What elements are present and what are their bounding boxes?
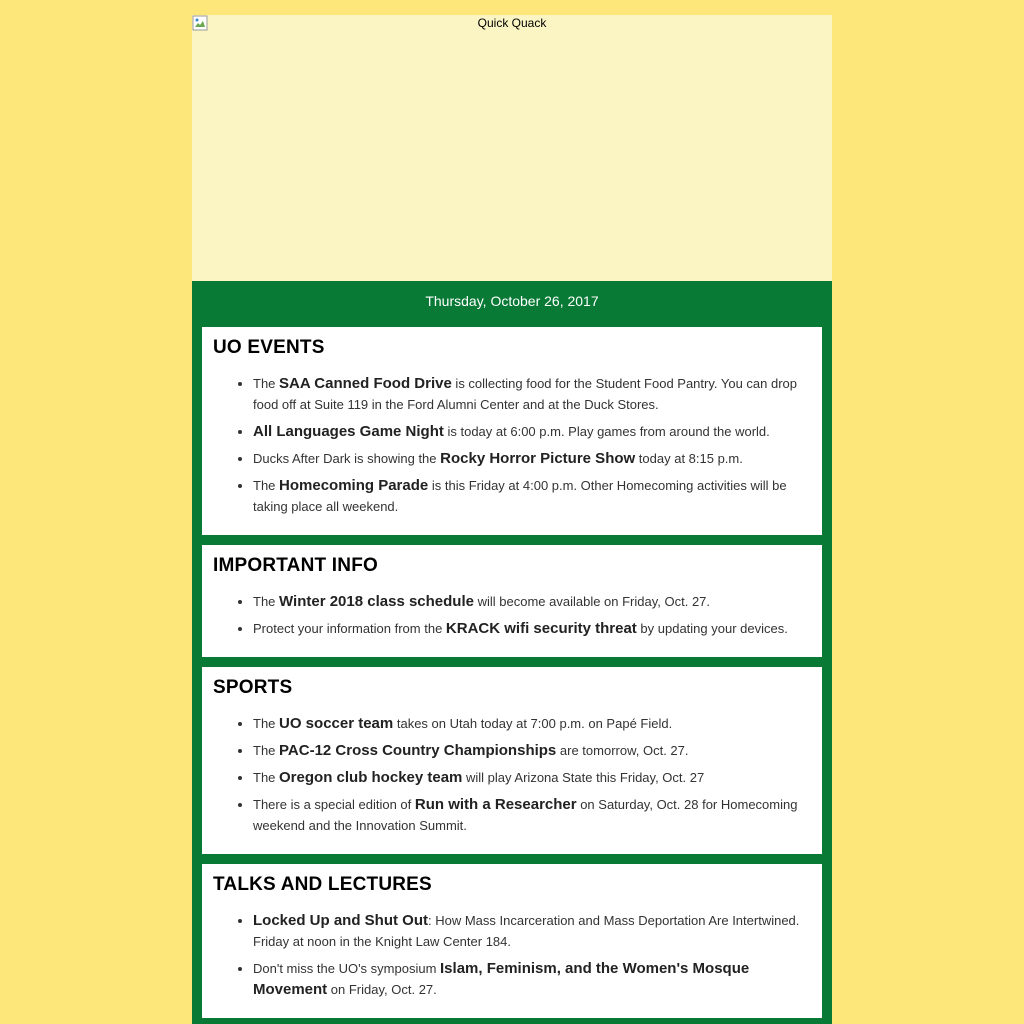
- item-text: is this Friday at 4:00 p.m. Other Homecoming activities will be taking place all weekend.: [253, 478, 787, 514]
- item-text: is collecting food for the Student Food Pantry. You can drop food off at Suite 119 in the Ford Alumni Center and at the Duck Stores.: [253, 376, 798, 412]
- list-item: [253, 618, 811, 639]
- list-item: [253, 794, 811, 836]
- section-title: SPORTS: [213, 677, 293, 698]
- item-text: The: [253, 770, 280, 785]
- newsletter-container: [192, 15, 832, 1024]
- item-text: Don't miss the UO's symposium: [253, 961, 441, 976]
- item-link[interactable]: Winter 2018 class schedule: [279, 593, 474, 610]
- item-text: The: [253, 716, 280, 731]
- list-item: [253, 591, 811, 612]
- list-item: [253, 958, 811, 1000]
- section-title: UO EVENTS: [213, 337, 325, 358]
- section-card: [202, 864, 822, 1018]
- section-list: [213, 373, 811, 517]
- item-text: The: [253, 478, 280, 493]
- section-list: [213, 591, 811, 639]
- item-text: There is a special edition of: [253, 797, 415, 812]
- item-link[interactable]: UO soccer team: [279, 715, 394, 732]
- item-text: takes on Utah today at 7:00 p.m. on Papé Field.: [393, 716, 673, 731]
- list-item: [253, 713, 811, 734]
- item-text: The: [253, 376, 280, 391]
- section-card: [202, 545, 822, 657]
- sections-list: [192, 327, 832, 1018]
- item-text: by updating your devices.: [636, 621, 788, 636]
- item-link[interactable]: KRACK wifi security threat: [445, 620, 637, 637]
- section-card: [202, 327, 822, 535]
- item-text: is today at 6:00 p.m. Play games from around the world.: [443, 424, 770, 439]
- item-text: on Friday, Oct. 27.: [327, 982, 437, 997]
- newsletter-date: Thursday, October 26, 2017: [425, 293, 599, 309]
- item-link[interactable]: Rocky Horror Picture Show: [440, 450, 636, 467]
- item-link[interactable]: Islam, Feminism, and the Women's Mosque Movement: [253, 960, 750, 998]
- item-text: today at 8:15 p.m.: [635, 451, 743, 466]
- item-link[interactable]: Homecoming Parade: [279, 477, 429, 494]
- list-item: [253, 448, 811, 469]
- item-text: will play Arizona State this Friday, Oct. 27: [462, 770, 705, 785]
- list-item: [253, 767, 811, 788]
- list-item: [253, 910, 811, 952]
- list-item: [253, 475, 811, 517]
- item-link[interactable]: All Languages Game Night: [253, 423, 444, 440]
- item-text: Ducks After Dark is showing the: [253, 451, 441, 466]
- item-text: Protect your information from the: [253, 621, 446, 636]
- section-card: [202, 667, 822, 854]
- section-title: TALKS AND LECTURES: [213, 874, 432, 895]
- list-item: [253, 421, 811, 442]
- list-item: [253, 740, 811, 761]
- list-item: [253, 373, 811, 415]
- section-list: [213, 713, 811, 836]
- item-text: on Saturday, Oct. 28 for Homecoming weekend and the Innovation Summit.: [253, 797, 798, 833]
- item-link[interactable]: PAC-12 Cross Country Championships: [279, 742, 557, 759]
- item-link[interactable]: Run with a Researcher: [414, 796, 577, 813]
- section-title: IMPORTANT INFO: [213, 555, 378, 576]
- header-image-alt-text: Quick Quack: [477, 16, 547, 30]
- item-text: The: [253, 594, 280, 609]
- item-link[interactable]: Locked Up and Shut Out: [253, 912, 428, 929]
- item-text: : How Mass Incarceration and Mass Deportation Are Intertwined. Friday at noon in the Knight Law Center 184.: [253, 913, 800, 949]
- item-link[interactable]: Oregon club hockey team: [279, 769, 463, 786]
- item-text: The: [253, 743, 280, 758]
- item-text: will become available on Friday, Oct. 27.: [473, 594, 711, 609]
- item-text: are tomorrow, Oct. 27.: [556, 743, 689, 758]
- header-image: [192, 15, 832, 281]
- section-list: [213, 910, 811, 1000]
- item-link[interactable]: SAA Canned Food Drive: [279, 375, 452, 392]
